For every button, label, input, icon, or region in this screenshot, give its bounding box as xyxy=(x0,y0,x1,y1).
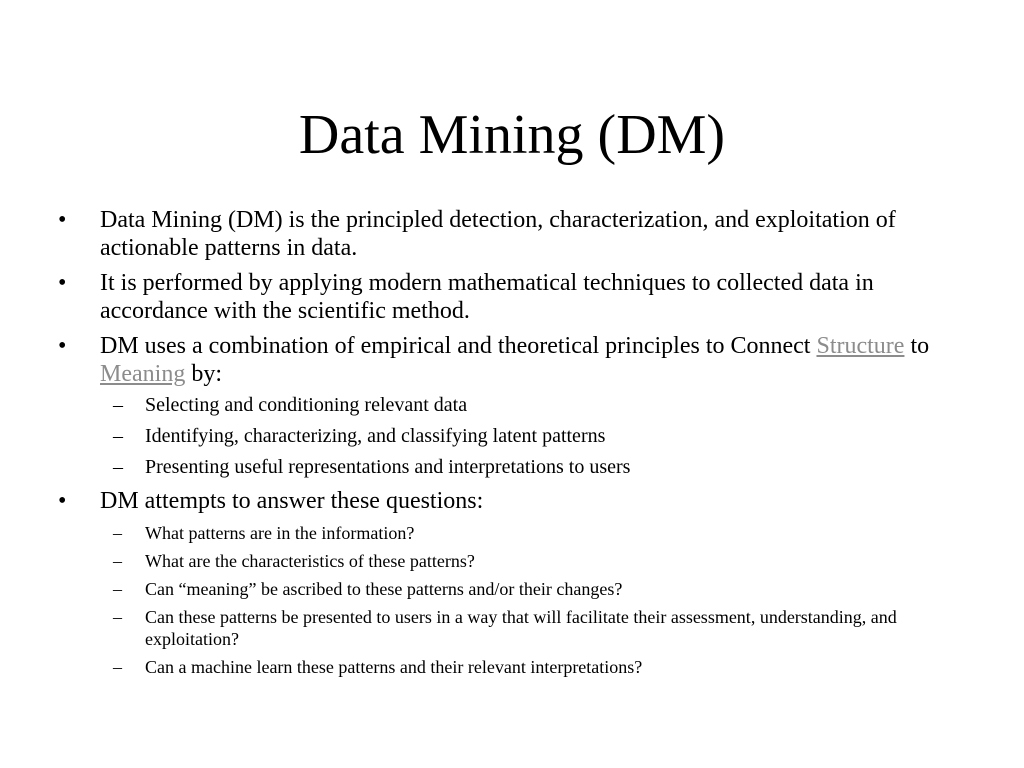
bullet-text: DM uses a combination of empirical and theoretical principles to Connect xyxy=(100,333,817,359)
sub-bullet-item xyxy=(58,656,958,678)
bullet-text: It is performed by applying modern mathematical techniques to collected data in accordance with the scientific method. xyxy=(100,270,874,324)
bullet-item xyxy=(58,269,958,325)
bullet-marker: • xyxy=(58,270,67,296)
dash-marker: – xyxy=(113,657,122,677)
bullet-item xyxy=(58,206,958,262)
dash-marker: – xyxy=(113,523,122,543)
sub-bullet-text: What are the characteristics of these patterns? xyxy=(145,551,475,571)
sub-bullet-text: Presenting useful representations and interpretations to users xyxy=(145,456,631,478)
bullet-marker: • xyxy=(58,207,67,233)
slide-title: Data Mining (DM) xyxy=(298,104,726,166)
sub-bullet-item xyxy=(58,522,958,544)
sub-bullet-text: Can these patterns be presented to users in a way that will facilitate their assessment, understanding, and exploitation? xyxy=(145,607,897,649)
dash-marker: – xyxy=(113,579,122,599)
structure-link[interactable]: Structure xyxy=(816,333,905,359)
bullet-item xyxy=(58,332,958,388)
sub-bullet-item xyxy=(58,424,958,448)
bullet-text: DM attempts to answer these questions: xyxy=(100,488,484,514)
sub-bullet-text: Identifying, characterizing, and classifying latent patterns xyxy=(145,425,606,447)
bullet-item xyxy=(58,487,958,515)
sub-bullet-item xyxy=(58,455,958,479)
bullet-marker: • xyxy=(58,488,67,514)
sub-bullet-text: Selecting and conditioning relevant data xyxy=(145,394,468,416)
sub-bullet-item xyxy=(58,578,958,600)
dash-marker: – xyxy=(113,425,123,447)
dash-marker: – xyxy=(113,394,123,416)
dash-marker: – xyxy=(113,456,123,478)
dash-marker: – xyxy=(113,551,122,571)
sub-bullet-text: What patterns are in the information? xyxy=(145,523,415,543)
sub-bullet-item xyxy=(58,606,958,650)
bullet-text-end: by: xyxy=(185,361,222,387)
sub-bullet-text: Can “meaning” be ascribed to these patterns and/or their changes? xyxy=(145,579,623,599)
sub-bullet-text: Can a machine learn these patterns and their relevant interpretations? xyxy=(145,657,643,677)
sub-bullet-item xyxy=(58,550,958,572)
slide-content xyxy=(58,206,958,684)
bullet-text: Data Mining (DM) is the principled detection, characterization, and exploitation of actionable patterns in data. xyxy=(100,207,896,261)
bullet-marker: • xyxy=(58,333,67,359)
dash-marker: – xyxy=(113,607,122,627)
sub-bullet-item xyxy=(58,393,958,417)
bullet-text-mid: to xyxy=(904,333,930,359)
meaning-link[interactable]: Meaning xyxy=(100,361,186,387)
